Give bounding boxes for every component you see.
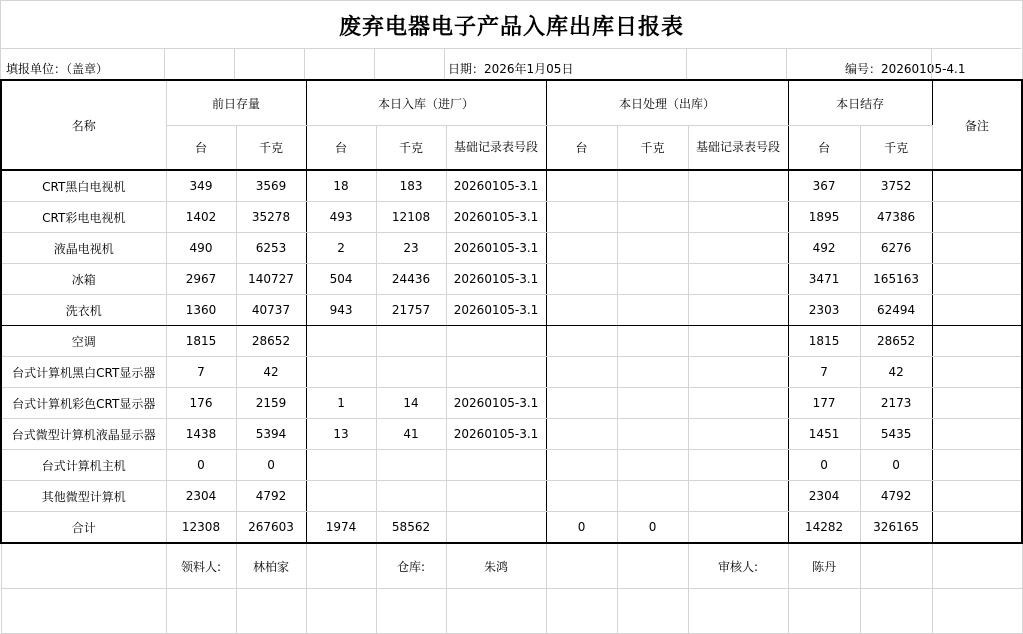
out-record xyxy=(688,512,788,544)
bal-tai: 1895 xyxy=(788,202,860,233)
in-tai: 504 xyxy=(306,264,376,295)
in-kg xyxy=(376,481,446,512)
subheader-prev-tai: 台 xyxy=(166,126,236,171)
out-kg xyxy=(617,170,688,202)
table-row xyxy=(1,326,1022,357)
row-name: 台式计算机彩色CRT显示器 xyxy=(1,388,166,419)
in-record xyxy=(446,512,546,544)
bal-kg: 4792 xyxy=(860,481,932,512)
bal-tai: 177 xyxy=(788,388,860,419)
table-row xyxy=(1,233,1022,264)
out-tai xyxy=(546,419,617,450)
empty-cell xyxy=(932,543,1022,589)
table-row xyxy=(1,450,1022,481)
prev-kg: 28652 xyxy=(236,326,306,357)
empty-cell xyxy=(688,589,788,634)
subheader-in-record: 基础记录表号段 xyxy=(446,126,546,171)
warehouse-label: 仓库: xyxy=(376,543,446,589)
prev-tai: 12308 xyxy=(166,512,236,544)
subheader-bal-kg: 千克 xyxy=(860,126,932,171)
empty-cell xyxy=(376,589,446,634)
out-kg xyxy=(617,388,688,419)
bal-kg: 3752 xyxy=(860,170,932,202)
subheader-in-kg: 千克 xyxy=(376,126,446,171)
header-balance: 本日结存 xyxy=(788,80,932,126)
empty-cell xyxy=(166,589,236,634)
report-number: 编号：20260105-4.1 xyxy=(845,62,966,76)
out-record xyxy=(688,202,788,233)
in-kg: 183 xyxy=(376,170,446,202)
row-name: 合计 xyxy=(1,512,166,544)
bal-kg: 326165 xyxy=(860,512,932,544)
out-record xyxy=(688,419,788,450)
out-tai xyxy=(546,233,617,264)
out-kg xyxy=(617,295,688,326)
in-record xyxy=(446,357,546,388)
subheader-out-record: 基础记录表号段 xyxy=(688,126,788,171)
in-record: 20260105-3.1 xyxy=(446,295,546,326)
bal-tai: 367 xyxy=(788,170,860,202)
bal-tai: 3471 xyxy=(788,264,860,295)
table-row xyxy=(1,202,1022,233)
in-kg: 58562 xyxy=(376,512,446,544)
bal-kg: 0 xyxy=(860,450,932,481)
prev-tai: 490 xyxy=(166,233,236,264)
in-tai: 1 xyxy=(306,388,376,419)
out-record xyxy=(688,388,788,419)
empty-cell xyxy=(546,543,617,589)
bal-kg: 28652 xyxy=(860,326,932,357)
remark xyxy=(932,481,1022,512)
row-name: 其他微型计算机 xyxy=(1,481,166,512)
reviewer-name: 陈丹 xyxy=(788,543,860,589)
table-row xyxy=(1,512,1022,544)
header-prev-stock: 前日存量 xyxy=(166,80,306,126)
bal-tai: 14282 xyxy=(788,512,860,544)
remark xyxy=(932,202,1022,233)
remark xyxy=(932,388,1022,419)
in-record xyxy=(446,450,546,481)
header-name: 名称 xyxy=(1,80,166,170)
row-name: 空调 xyxy=(1,326,166,357)
row-name: 冰箱 xyxy=(1,264,166,295)
empty-cell xyxy=(617,543,688,589)
row-name: 台式计算机黑白CRT显示器 xyxy=(1,357,166,388)
out-tai xyxy=(546,326,617,357)
in-tai xyxy=(306,481,376,512)
table-row xyxy=(1,481,1022,512)
report-title: 废弃电器电子产品入库出库日报表 xyxy=(0,0,1023,49)
remark xyxy=(932,295,1022,326)
in-tai: 13 xyxy=(306,419,376,450)
row-name: 台式微型计算机液晶显示器 xyxy=(1,419,166,450)
empty-cell xyxy=(860,543,932,589)
prev-tai: 349 xyxy=(166,170,236,202)
in-record: 20260105-3.1 xyxy=(446,388,546,419)
remark xyxy=(932,357,1022,388)
empty-cell xyxy=(236,589,306,634)
out-record xyxy=(688,264,788,295)
bal-kg: 47386 xyxy=(860,202,932,233)
blank-row xyxy=(1,589,1022,634)
out-record xyxy=(688,450,788,481)
receiver-label: 领料人: xyxy=(166,543,236,589)
row-name: 液晶电视机 xyxy=(1,233,166,264)
table-row xyxy=(1,170,1022,202)
in-tai xyxy=(306,326,376,357)
empty-cell xyxy=(1,589,166,634)
out-record xyxy=(688,357,788,388)
table-row xyxy=(1,357,1022,388)
in-record: 20260105-3.1 xyxy=(446,170,546,202)
bal-tai: 2304 xyxy=(788,481,860,512)
bal-kg: 62494 xyxy=(860,295,932,326)
out-record xyxy=(688,170,788,202)
out-tai xyxy=(546,202,617,233)
prev-kg: 3569 xyxy=(236,170,306,202)
info-row xyxy=(0,48,1023,79)
out-tai xyxy=(546,170,617,202)
subheader-bal-tai: 台 xyxy=(788,126,860,171)
row-name: CRT彩电电视机 xyxy=(1,202,166,233)
in-record: 20260105-3.1 xyxy=(446,264,546,295)
out-kg xyxy=(617,481,688,512)
out-tai xyxy=(546,357,617,388)
in-kg xyxy=(376,357,446,388)
prev-kg: 2159 xyxy=(236,388,306,419)
prev-kg: 42 xyxy=(236,357,306,388)
prev-tai: 1360 xyxy=(166,295,236,326)
out-tai: 0 xyxy=(546,512,617,544)
table-row xyxy=(1,419,1022,450)
prev-tai: 1402 xyxy=(166,202,236,233)
table-row xyxy=(1,388,1022,419)
out-record xyxy=(688,233,788,264)
empty-cell xyxy=(546,589,617,634)
bal-kg: 42 xyxy=(860,357,932,388)
bal-kg: 2173 xyxy=(860,388,932,419)
out-tai xyxy=(546,264,617,295)
bal-kg: 165163 xyxy=(860,264,932,295)
header-processed: 本日处理（出库） xyxy=(546,80,788,126)
subheader-prev-kg: 千克 xyxy=(236,126,306,171)
bal-kg: 6276 xyxy=(860,233,932,264)
reviewer-label: 审核人: xyxy=(688,543,788,589)
row-name: CRT黑白电视机 xyxy=(1,170,166,202)
in-record: 20260105-3.1 xyxy=(446,233,546,264)
prev-kg: 140727 xyxy=(236,264,306,295)
out-tai xyxy=(546,388,617,419)
prev-kg: 5394 xyxy=(236,419,306,450)
report-table xyxy=(0,79,1023,634)
prev-tai: 1438 xyxy=(166,419,236,450)
out-kg xyxy=(617,202,688,233)
in-kg: 41 xyxy=(376,419,446,450)
remark xyxy=(932,264,1022,295)
in-tai: 943 xyxy=(306,295,376,326)
in-kg: 24436 xyxy=(376,264,446,295)
receiver-name: 林柏家 xyxy=(236,543,306,589)
subheader-in-tai: 台 xyxy=(306,126,376,171)
header-inbound: 本日入库（进厂） xyxy=(306,80,546,126)
remark xyxy=(932,419,1022,450)
warehouse-name: 朱鸿 xyxy=(446,543,546,589)
prev-kg: 6253 xyxy=(236,233,306,264)
prev-tai: 2304 xyxy=(166,481,236,512)
in-record xyxy=(446,326,546,357)
in-tai: 1974 xyxy=(306,512,376,544)
in-record: 20260105-3.1 xyxy=(446,419,546,450)
header-remark: 备注 xyxy=(932,80,1022,170)
out-tai xyxy=(546,481,617,512)
out-kg xyxy=(617,233,688,264)
bal-tai: 2303 xyxy=(788,295,860,326)
empty-cell xyxy=(932,589,1022,634)
out-record xyxy=(688,326,788,357)
in-kg xyxy=(376,450,446,481)
remark xyxy=(932,512,1022,544)
prev-tai: 176 xyxy=(166,388,236,419)
remark xyxy=(932,326,1022,357)
prev-tai: 1815 xyxy=(166,326,236,357)
out-tai xyxy=(546,450,617,481)
prev-kg: 35278 xyxy=(236,202,306,233)
in-kg: 14 xyxy=(376,388,446,419)
remark xyxy=(932,450,1022,481)
in-kg: 21757 xyxy=(376,295,446,326)
empty-cell xyxy=(1,543,166,589)
row-name: 洗衣机 xyxy=(1,295,166,326)
prev-tai: 7 xyxy=(166,357,236,388)
out-kg xyxy=(617,419,688,450)
prev-tai: 2967 xyxy=(166,264,236,295)
in-kg: 23 xyxy=(376,233,446,264)
in-tai xyxy=(306,357,376,388)
subheader-out-tai: 台 xyxy=(546,126,617,171)
empty-cell xyxy=(788,589,860,634)
empty-cell xyxy=(306,543,376,589)
in-tai: 18 xyxy=(306,170,376,202)
prev-kg: 4792 xyxy=(236,481,306,512)
out-kg xyxy=(617,326,688,357)
bal-tai: 0 xyxy=(788,450,860,481)
empty-cell xyxy=(306,589,376,634)
table-row xyxy=(1,264,1022,295)
bal-tai: 7 xyxy=(788,357,860,388)
in-record xyxy=(446,481,546,512)
reporting-unit: 填报单位：（盖章） xyxy=(6,62,109,76)
prev-kg: 40737 xyxy=(236,295,306,326)
table-row xyxy=(1,295,1022,326)
out-tai xyxy=(546,295,617,326)
out-kg xyxy=(617,264,688,295)
in-kg: 12108 xyxy=(376,202,446,233)
prev-kg: 0 xyxy=(236,450,306,481)
empty-cell xyxy=(617,589,688,634)
in-kg xyxy=(376,326,446,357)
signature-row xyxy=(1,543,1022,589)
in-tai xyxy=(306,450,376,481)
empty-cell xyxy=(860,589,932,634)
in-tai: 493 xyxy=(306,202,376,233)
remark xyxy=(932,170,1022,202)
out-record xyxy=(688,295,788,326)
out-kg xyxy=(617,357,688,388)
report-date: 日期：2026年1月05日 xyxy=(448,62,574,76)
bal-kg: 5435 xyxy=(860,419,932,450)
row-name: 台式计算机主机 xyxy=(1,450,166,481)
in-record: 20260105-3.1 xyxy=(446,202,546,233)
out-kg: 0 xyxy=(617,512,688,544)
subheader-out-kg: 千克 xyxy=(617,126,688,171)
empty-cell xyxy=(446,589,546,634)
bal-tai: 1451 xyxy=(788,419,860,450)
in-tai: 2 xyxy=(306,233,376,264)
bal-tai: 492 xyxy=(788,233,860,264)
out-kg xyxy=(617,450,688,481)
prev-kg: 267603 xyxy=(236,512,306,544)
out-record xyxy=(688,481,788,512)
prev-tai: 0 xyxy=(166,450,236,481)
bal-tai: 1815 xyxy=(788,326,860,357)
remark xyxy=(932,233,1022,264)
